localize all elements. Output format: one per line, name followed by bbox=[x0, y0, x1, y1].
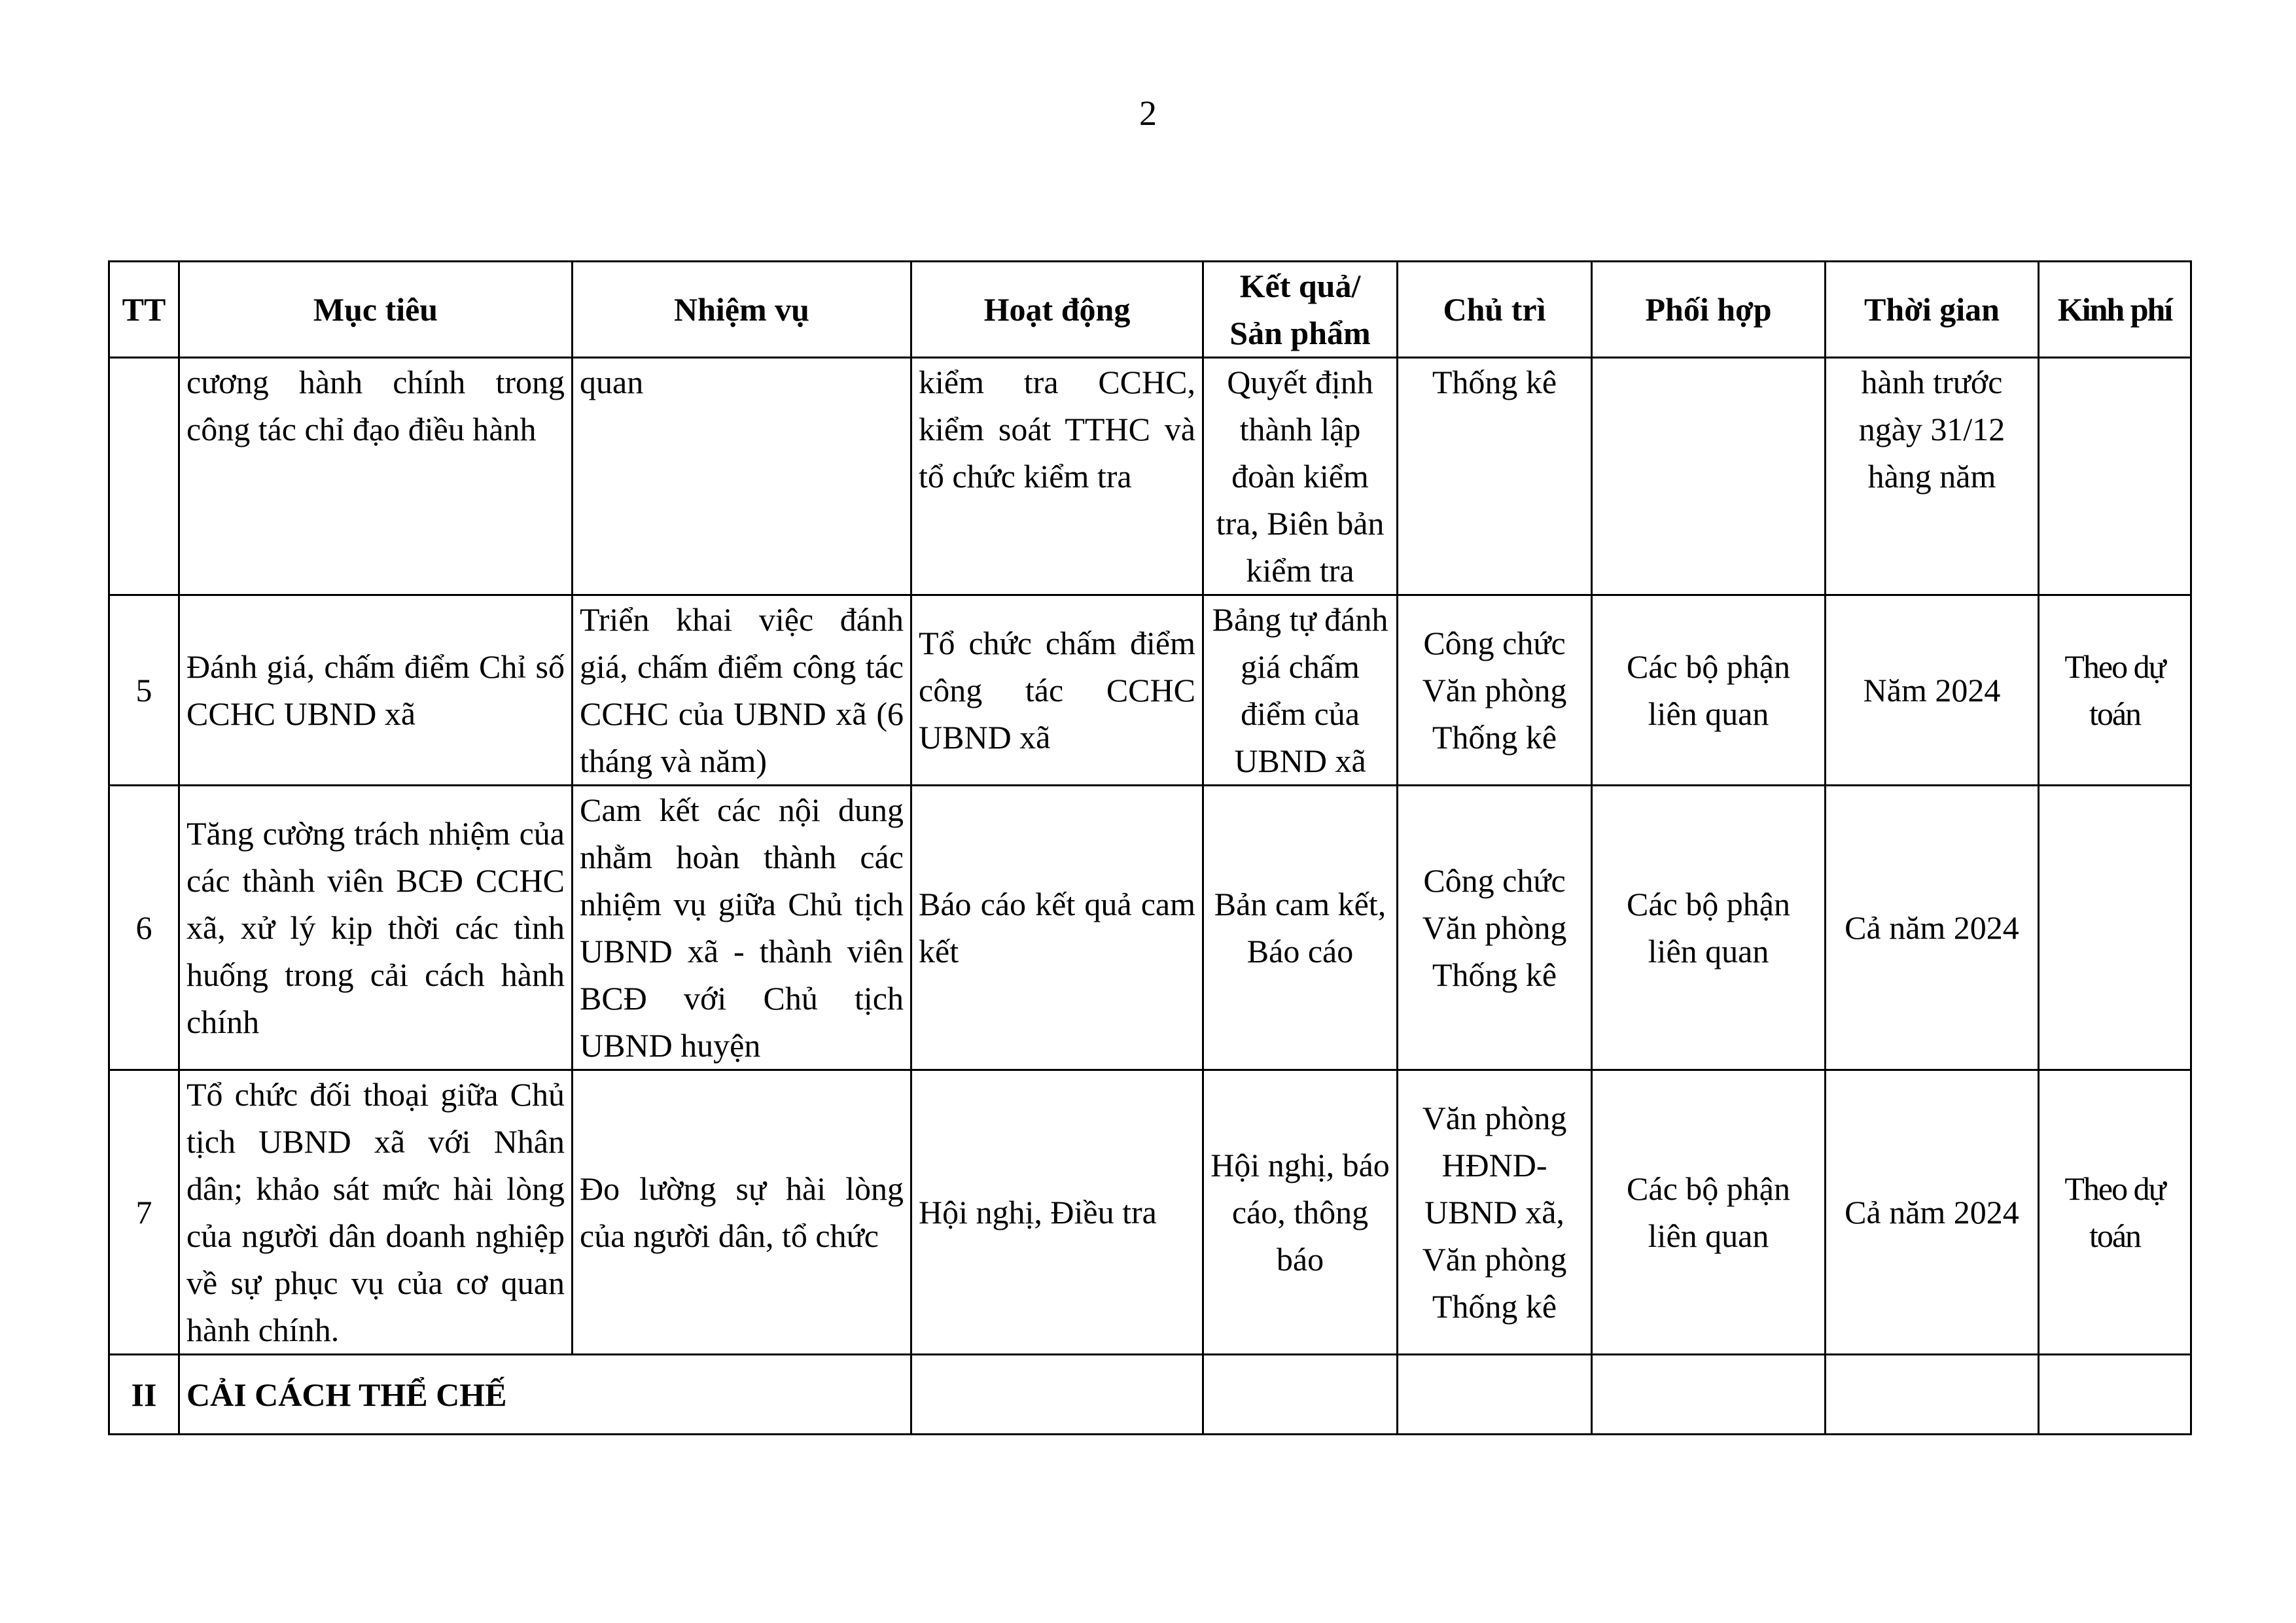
cell-chu-tri: Thống kê bbox=[1398, 358, 1592, 595]
cell-phoi-hop bbox=[1592, 358, 1826, 595]
header-phoi-hop: Phối hợp bbox=[1592, 262, 1826, 358]
cell-ket-qua: Quyết định thành lập đoàn kiểm tra, Biên bản kiểm tra bbox=[1203, 358, 1398, 595]
cell-hoat-dong: Tổ chức chấm điểm công tác CCHC UBND xã bbox=[911, 595, 1203, 786]
section-empty-cell bbox=[1826, 1355, 2039, 1435]
section-empty-cell bbox=[1203, 1355, 1398, 1435]
cell-nhiem-vu: quan bbox=[573, 358, 911, 595]
cell-hoat-dong: kiểm tra CCHC, kiểm soát TTHC và tổ chức kiểm tra bbox=[911, 358, 1203, 595]
cell-tt bbox=[109, 358, 179, 595]
cell-ket-qua: Bản cam kết, Báo cáo bbox=[1203, 786, 1398, 1070]
cell-tt: 6 bbox=[109, 786, 179, 1070]
header-chu-tri: Chủ trì bbox=[1398, 262, 1592, 358]
cell-muc-tieu: Tổ chức đối thoại giữa Chủ tịch UBND xã với Nhân dân; khảo sát mức hài lòng của người dân doanh nghiệp về sự phục vụ của cơ quan hành chính. bbox=[179, 1070, 573, 1355]
cell-ket-qua: Bảng tự đánh giá chấm điểm của UBND xã bbox=[1203, 595, 1398, 786]
cell-kinh-phi: Theo dự toán bbox=[2039, 595, 2191, 786]
section-row bbox=[109, 1355, 2191, 1435]
cell-chu-tri: Công chức Văn phòng Thống kê bbox=[1398, 595, 1592, 786]
section-empty-cell bbox=[1592, 1355, 1826, 1435]
cell-tt: 7 bbox=[109, 1070, 179, 1355]
cell-muc-tieu: cương hành chính trong công tác chỉ đạo điều hành bbox=[179, 358, 573, 595]
table-row bbox=[109, 595, 2191, 786]
section-empty-cell bbox=[911, 1355, 1203, 1435]
header-kinh-phi: Kinh phí bbox=[2039, 262, 2191, 358]
header-hoat-dong: Hoạt động bbox=[911, 262, 1203, 358]
cell-thoi-gian: Cả năm 2024 bbox=[1826, 786, 2039, 1070]
section-number: II bbox=[109, 1355, 179, 1435]
header-ket-qua-line1: Kết quả/ bbox=[1239, 268, 1361, 304]
cell-chu-tri: Công chức Văn phòng Thống kê bbox=[1398, 786, 1592, 1070]
cell-phoi-hop: Các bộ phận liên quan bbox=[1592, 786, 1826, 1070]
cell-phoi-hop: Các bộ phận liên quan bbox=[1592, 1070, 1826, 1355]
cell-thoi-gian: hành trước ngày 31/12 hàng năm bbox=[1826, 358, 2039, 595]
cell-nhiem-vu: Cam kết các nội dung nhằm hoàn thành các nhiệm vụ giữa Chủ tịch UBND xã - thành viên BCĐ với Chủ tịch UBND huyện bbox=[573, 786, 911, 1070]
header-row bbox=[109, 262, 2191, 358]
header-ket-qua-line2: Sản phẩm bbox=[1229, 315, 1371, 351]
cell-muc-tieu: Đánh giá, chấm điểm Chỉ số CCHC UBND xã bbox=[179, 595, 573, 786]
cell-phoi-hop: Các bộ phận liên quan bbox=[1592, 595, 1826, 786]
cell-tt: 5 bbox=[109, 595, 179, 786]
cell-nhiem-vu: Đo lường sự hài lòng của người dân, tổ chức bbox=[573, 1070, 911, 1355]
table-row bbox=[109, 358, 2191, 595]
cell-hoat-dong: Báo cáo kết quả cam kết bbox=[911, 786, 1203, 1070]
cell-thoi-gian: Năm 2024 bbox=[1826, 595, 2039, 786]
page-number: 2 bbox=[1139, 94, 1157, 133]
cell-muc-tieu: Tăng cường trách nhiệm của các thành viên BCĐ CCHC xã, xử lý kịp thời các tình huống trong cải cách hành chính bbox=[179, 786, 573, 1070]
header-nhiem-vu: Nhiệm vụ bbox=[573, 262, 911, 358]
cell-kinh-phi: Theo dự toán bbox=[2039, 1070, 2191, 1355]
cell-thoi-gian: Cả năm 2024 bbox=[1826, 1070, 2039, 1355]
cell-nhiem-vu: Triển khai việc đánh giá, chấm điểm công tác CCHC của UBND xã (6 tháng và năm) bbox=[573, 595, 911, 786]
plan-table bbox=[108, 260, 2192, 1435]
section-title: CẢI CÁCH THỂ CHẾ bbox=[179, 1355, 911, 1435]
header-thoi-gian: Thời gian bbox=[1826, 262, 2039, 358]
table-row bbox=[109, 786, 2191, 1070]
header-muc-tieu: Mục tiêu bbox=[179, 262, 573, 358]
table-header bbox=[109, 262, 2191, 358]
cell-ket-qua: Hội nghị, báo cáo, thông báo bbox=[1203, 1070, 1398, 1355]
header-ket-qua bbox=[1203, 262, 1398, 358]
cell-chu-tri: Văn phòng HĐND-UBND xã, Văn phòng Thống kê bbox=[1398, 1070, 1592, 1355]
header-tt: TT bbox=[109, 262, 179, 358]
section-empty-cell bbox=[2039, 1355, 2191, 1435]
cell-kinh-phi bbox=[2039, 786, 2191, 1070]
cell-hoat-dong: Hội nghị, Điều tra bbox=[911, 1070, 1203, 1355]
section-empty-cell bbox=[1398, 1355, 1592, 1435]
table-row bbox=[109, 1070, 2191, 1355]
cell-kinh-phi bbox=[2039, 358, 2191, 595]
